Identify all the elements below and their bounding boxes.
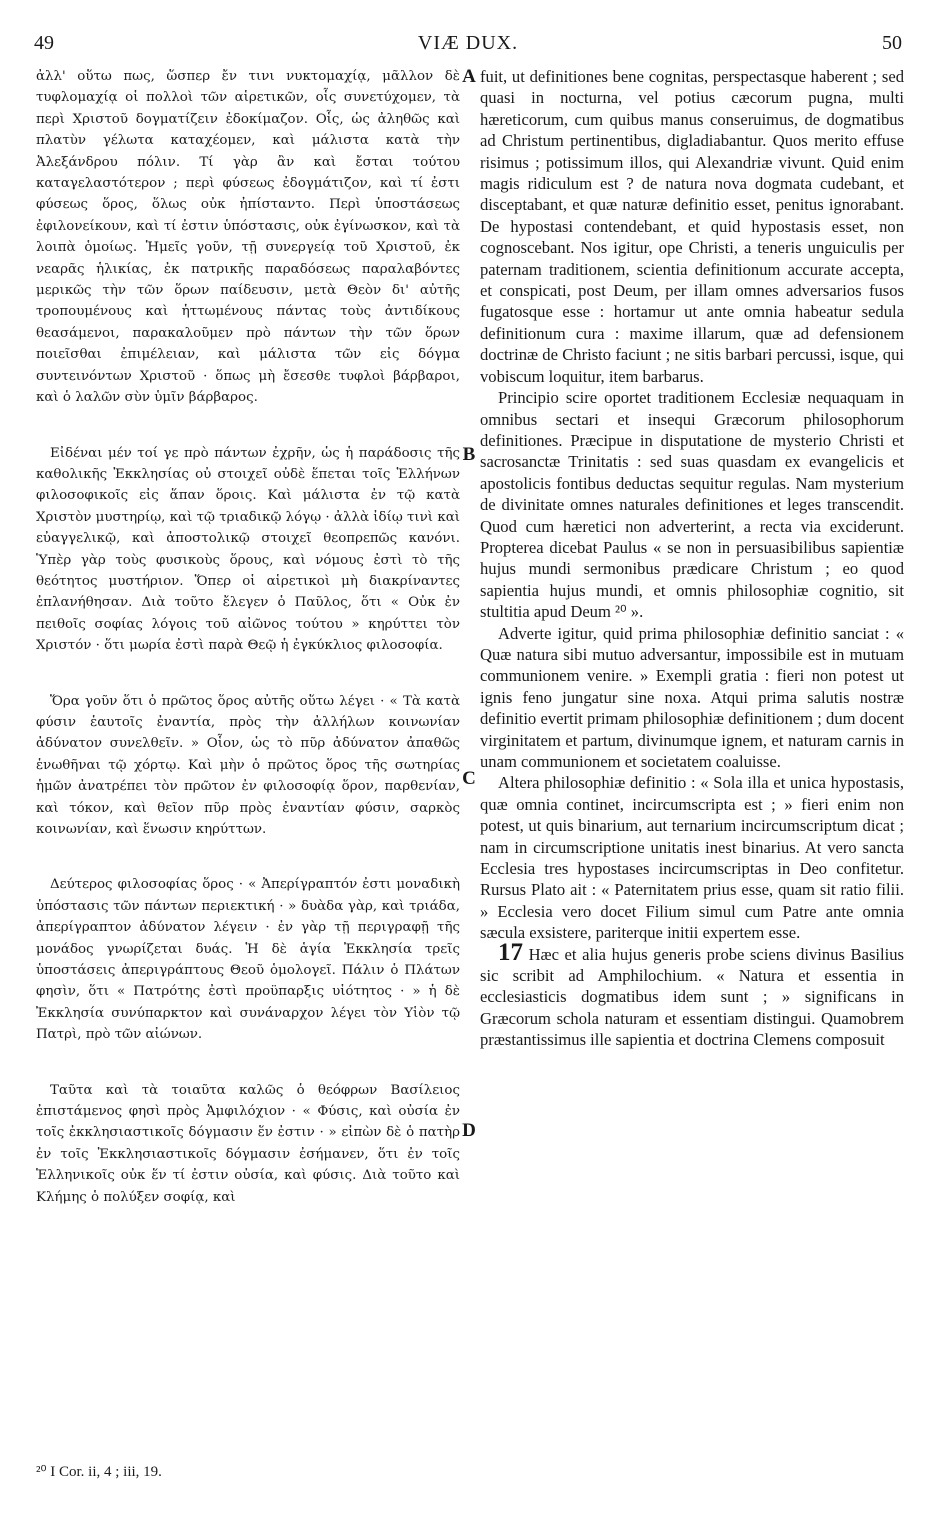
latin-paragraph-5-text: Hæc et alia hujus generis probe sciens divinus Basilius sic scribit ad Amphilochium. « Natura et essentia in ecclesiasticis dogmatibus idem sunt ; » significans in Græcorum schola naturam et essentiam distingui. Quamobrem præstantissimus ille sapientia et doctrina Clemens composuit xyxy=(480,944,904,1050)
greek-paragraph-4: Δεύτερος φιλοσοφίας ὅρος · « Ἀπερίγραπτόν ἐστι μοναδικὴ ὑπόστασις τῶν πάντων περιεκτική · » δυὰδα γὰρ, καὶ τριάδα, ἀπερίγραπτον ἀδύνατον λέγειν · ἐν γὰρ τῇ περιγραφῇ τῆς μονάδος γνωρίζεται δυάς. Ἡ δὲ ἁγία Ἐκκλησία τρεῖς ὑποστάσεις ἀπεριγράπτους Θεοῦ ὁμολογεῖ. Πάλιν ὁ Πλάτων φησὶν, ὅτι « Πατρότης ἐστὶ προϋπαρξις υἱότητος · » ἡ δὲ Ἐκκλησία συνύπαρκτον καὶ συνάναρχον λέγει τὸν Υἱὸν τῷ Πατρὶ, πρὸ τῶν αἰώνων. xyxy=(36,877,460,1043)
greek-column xyxy=(36,66,460,1208)
latin-column xyxy=(480,66,904,1051)
latin-paragraph-3: Adverte igitur, quid prima philosophiæ definitio sanciat : « Quæ natura sibi mutuo adversantur, impossibile est in mutuam communionem venire. » Exempli gratia : fieri non potest ut ignis feno jungatur sine noxa. Atqui prima salutis nostræ definitio evertit primam philosophiæ definitionem ; dum docent virginitatem et partum, divinumque ignem, et naturam carnis in unam communionem et societatem coaluisse. xyxy=(480,623,904,771)
latin-paragraph-1: fuit, ut definitiones bene cognitas, perspectasque haberent ; sed quasi in nocturna, vel potius cæcorum pugna, multi hæreticorum, cum quibus manus conseruimus, de dogmatibus ad Christum pertinentibus, digladiabantur. Quos merito effuse risimus ; potissimum illos, qui Alexandriæ vivunt. Quid enim magis ridiculum est ? de natura nova dogmata cudebant, et disceptabant, et quæ naturæ definitio esset, penitus ignorabant. De hypostasi contendebant, et quid hypostasis esset, non cognoscebant. Nos igitur, ope Christi, a teneris unguiculis per paternam traditionem, scientia definitionum accurate accepta, et conspicati, post Deum, per illam omnes adversarios fusos fugatosque esse : hortamur ut ante omnia habeatur sedula definitionum cura : maxime illarum, quæ ad defensionem doctrinæ de Christo faciunt ; ne sitis barbari percussi, isque, qui vobiscum loquitur, item barbarus. xyxy=(480,67,904,386)
margin-letter-d: D xyxy=(462,1120,476,1141)
margin-letter-a: A xyxy=(462,66,476,87)
page-number-left: 49 xyxy=(34,32,54,54)
greek-paragraph-5: Ταῦτα καὶ τὰ τοιαῦτα καλῶς ὁ θεόφρων Βασίλειος ἐπιστάμενος φησὶ πρὸς Ἀμφιλόχιον · « Φύσις, καὶ οὐσία ἐν τοῖς ἐκκλησιαστικοῖς δόγμασιν ἕν ἐστιν · » εἰπὼν δὲ ὁ πατὴρ ἐν τοῖς Ἐκκλησιαστικοῖς δόγμασιν ἐσήμανεν, ὅτι ἐν τοῖς Ἑλληνικοῖς οὐκ ἕν τί ἐστιν οὐσία, καὶ φύσις. Διὰ τοῦτο καὶ Κλήμης ὁ πολύξεν σοφίᾳ, καὶ xyxy=(36,1082,460,1205)
greek-paragraph-2: Εἰδέναι μέν τοί γε πρὸ πάντων ἐχρῆν, ὡς ἡ παράδοσις τῆς καθολικῆς Ἐκκλησίας οὐ στοιχεῖ οὐδὲ ἕπεται τοῖς Ἑλλήνων φιλοσοφικοῖς εἰς ἅπαν ὅροις. Καὶ μάλιστα ἐν τῷ κατὰ Χριστὸν μυστηρίῳ, καὶ τῷ τριαδικῷ λόγῳ · ἀλλὰ ἰδίῳ τινὶ καὶ εὐαγγελικῷ, καὶ ἀποστολικῷ στοιχεῖ θεοπρεπῶς κανόνι. Ὑπὲρ γὰρ τοὺς φυσικοὺς ὅρους, καὶ νόμους ἐστὶ τὸ τῆς θεότητος μυστήριον. Ὅπερ οἱ αἱρετικοὶ μὴ διακρίναντες ἐπλανήθησαν. Διὰ τοῦτο ἔλεγεν ὁ Παῦλος, ὅτι « Οὐκ ἐν πειθοῖς σοφίας λόγοις τοῦ αἰῶνος τούτου » κηρύττει τὸν Χριστόν · ὅτι μωρία ἐστὶ παρὰ Θεῷ ἡ ἐγκύκλιος φιλοσοφία. xyxy=(36,445,460,654)
page-header xyxy=(34,28,902,58)
latin-paragraph-2: Principio scire oportet traditionem Ecclesiæ nequaquam in omnibus sectari et insequi Græcorum philosophorum definitiones. Præcipue in disputatione de mysterio Christi et sacrosanctæ Trinitatis : sed suas quasdam ex evangelicis et apostolicis fontibus deductas sequitur regulas. Nam mysterium de divinitate omnes naturales definitiones et leges transcendit. Quod cum hæretici non adverterint, a recta via exciderunt. Propterea dicebat Paulus « se non in persuasibilibus sapientiæ hujus mundi sermonibus prædicare Christum ; eo quod sapientia hujus mundi, et omnis philosophiæ cognitio, sit stultitia apud Deum ²⁰ ». xyxy=(480,388,904,622)
latin-paragraph-5 xyxy=(480,938,904,1051)
margin-letter-c: C xyxy=(462,768,476,789)
latin-paragraph-4: Altera philosophiæ definitio : « Sola illa et unica hypostasis, quæ omnia continet, incircumscripta est ; » fieri enim non potest, ut quis binarium, aut ternarium incircumscriptum dicat ; nam in circumscriptione unitatis inest binarius. At vero sancta Ecclesia tres hypostases incircumscriptas in Deo confitetur. Rursus Plato ait : « Paternitatem prius esse, quam sit ratio filii. » Ecclesia vero docet Filium simul cum Patre ante omnia sæcula exsistere, pariterque initii expertem esse. xyxy=(480,773,904,943)
footnote: ²⁰ I Cor. ii, 4 ; iii, 19. xyxy=(36,1464,162,1480)
running-title: VIÆ DUX. xyxy=(417,32,519,54)
greek-paragraph-3: Ὅρα γοῦν ὅτι ὁ πρῶτος ὅρος αὐτῆς οὕτω λέγει · « Τὰ κατὰ φύσιν ἑαυτοῖς ἐναντία, πρὸς τὴν ἀλλήλων κοινωνίαν ἀδύνατον συνελθεῖν. » Οἷον, ὡς τὸ πῦρ ἀδύνατον ἀπαθῶς ἑνωθῆναι τῷ χόρτῳ. Καὶ μὴν ὁ πρῶτος ὅρος τῆς σωτηρίας ἡμῶν ἀνατρέπει τὸν πρῶτον ἐν φιλοσοφίᾳ ὅρον, παρθενίαν, καὶ τόκον, καὶ θεῖον πῦρ πρὸς ἐναντίαν φύσιν, σαρκὸς κοινωνίαν, καὶ ἕνωσιν κηρύττων. xyxy=(36,693,460,837)
greek-paragraph-1: ἀλλ' οὕτω πως, ὥσπερ ἔν τινι νυκτομαχίᾳ, μᾶλλον δὲ τυφλομαχίᾳ οἱ πολλοὶ τῶν αἱρετικῶν, οἷς συνετύχομεν, τὰ περὶ Χριστοῦ δογματίζειν ἐδοκίμαζον. Οἷς, ὡς ἀληθῶς καὶ πλατὺν γέλωτα καταχέομεν, καὶ μάλιστα κατὰ τὴν Ἀλεξάνδρου πόλιν. Τί γὰρ ἂν καὶ ἔσται τούτου καταγελαστότερον ; περὶ φύσεως ἐδογμάτιζον, καὶ τί ἐστι φύσεως ὅρος, ὅλως οὐκ ἠπίσταντο. Περὶ ὑποστάσεως ἐφιλονείκουν, καὶ τί ἐστιν ὑπόστασις, οὐκ ἐγίνωσκον, καὶ τὰ λοιπὰ ὁμοίως. Ἡμεῖς γοῦν, τῇ συνεργείᾳ τοῦ Χριστοῦ, ἐκ νεαρᾶς ἡλικίας, ἐκ πατρικῆς παραδόσεως παραλαβόντες μερικῶς τὴν τῶν ὅρων παίδευσιν, μετὰ Θεὸν δι' αὐτῆς τροπουμένους καὶ ἡττωμένους πάντας τοὺς ἀντιδίκους θεασάμενοι, παρακαλοῦμεν πρὸ πάντων τὴν τῶν ὅρων ποιεῖσθαι ἐπιμέλειαν, καὶ μάλιστα τῶν εἰς δόγμα συντεινόντων Χριστοῦ · ὅπως μὴ ἔσεσθε τυφλοὶ βάρβαροι, καὶ ὁ λαλῶν σὺν ὑμῖν βάρβαρος. xyxy=(36,69,460,406)
margin-letter-b: B xyxy=(462,444,476,465)
section-number: 17 xyxy=(498,938,523,966)
page-number-right: 50 xyxy=(882,32,902,54)
